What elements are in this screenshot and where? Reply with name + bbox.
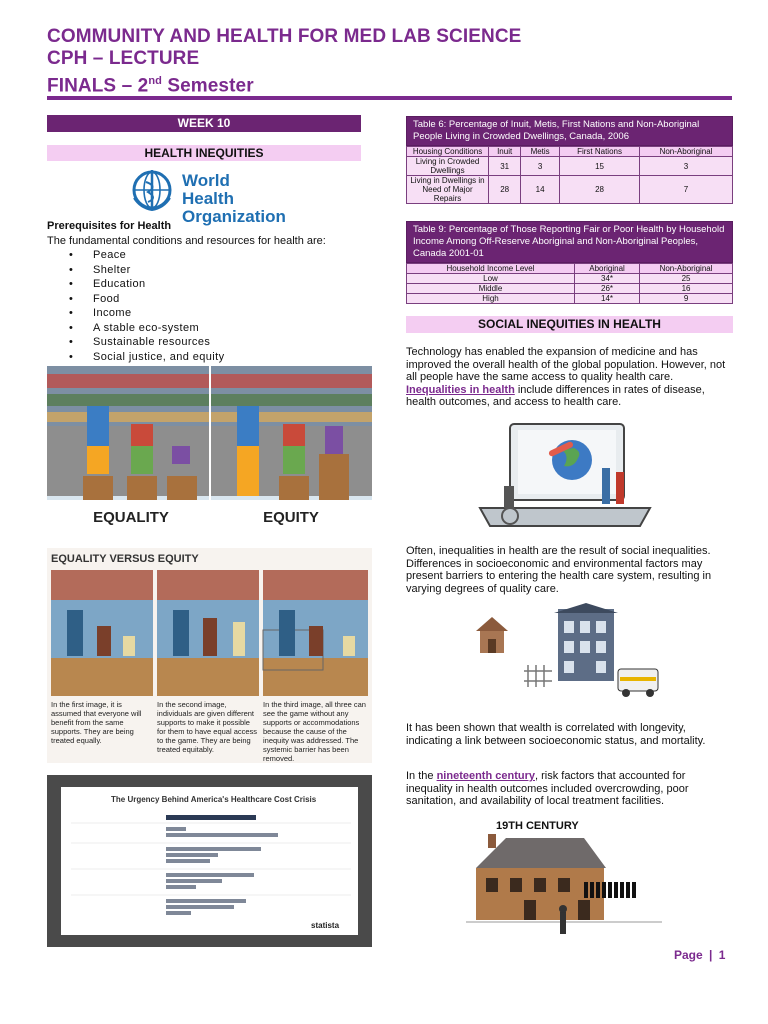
equality-label: EQUALITY bbox=[93, 509, 169, 526]
chart-title: The Urgency Behind America's Healthcare Cost Crisis bbox=[111, 795, 317, 804]
list-item: • Education bbox=[69, 277, 361, 292]
eve-caption-2: In the second image, individuals are given different supports to make it possible for them to have equal access to the game. They are being treated equitably. bbox=[157, 700, 258, 754]
page-number: 1 bbox=[718, 948, 726, 962]
neighborhood-illustration bbox=[468, 603, 660, 703]
table-header: Non-Aboriginal bbox=[640, 264, 733, 274]
who-emblem-icon bbox=[130, 168, 178, 213]
paragraph-nineteenth-century: In the nineteenth century, risk factors that accounted for inequality in health outcomes included overcrowding, poor sanitation, and availability of local treatment facilities. bbox=[406, 770, 689, 807]
header-divider bbox=[47, 96, 732, 100]
page-footer bbox=[674, 948, 725, 962]
equality-versus-equity-illustration bbox=[47, 548, 372, 763]
table-9 bbox=[406, 221, 733, 304]
table-header: Non-Aboriginal bbox=[640, 147, 733, 157]
healthcare-cost-chart-image bbox=[47, 775, 372, 947]
equity-label: EQUITY bbox=[263, 509, 319, 526]
section-heading-social-inequities: SOCIAL INEQUITIES IN HEALTH bbox=[406, 316, 733, 333]
table-row: Low 34* 25 bbox=[407, 274, 733, 284]
nineteenth-century-illustration bbox=[466, 816, 662, 944]
who-wordmark: World Health Organization bbox=[182, 171, 286, 226]
table-9-grid bbox=[406, 263, 733, 304]
table-header: First Nations bbox=[559, 147, 639, 157]
table-header: Household Income Level bbox=[407, 264, 575, 274]
paragraph-wealth: It has been shown that wealth is correlated with longevity, indicating a link between socioeconomic status, and mortality. bbox=[406, 722, 706, 747]
semester-title: FINALS – 2nd Semester bbox=[47, 75, 254, 97]
table-row: Living in Crowded Dwellings 31 3 15 3 bbox=[407, 157, 733, 176]
prerequisites-list bbox=[69, 248, 361, 364]
table-header: Metis bbox=[521, 147, 560, 157]
century-label: 19TH CENTURY bbox=[496, 820, 579, 832]
week-banner: WEEK 10 bbox=[47, 115, 361, 132]
who-logo bbox=[130, 168, 286, 226]
table-row: Middle 26* 16 bbox=[407, 284, 733, 294]
prerequisites-intro: The fundamental conditions and resources for health are: bbox=[47, 234, 326, 247]
inequalities-link[interactable]: Inequalities in health bbox=[406, 383, 515, 396]
table-header: Housing Conditions bbox=[407, 147, 489, 157]
prerequisites-title: Prerequisites for Health bbox=[47, 220, 172, 232]
eve-caption-3: In the third image, all three can see the game without any supports or accommodations because the cause of the inequity was addressed. The systemic barrier has been removed. bbox=[263, 700, 366, 763]
laptop-healthcare-illustration bbox=[470, 420, 660, 532]
paragraph-inequalities: Often, inequalities in health are the result of social inequalities. Differences in socioeconomic and environmental factors may present barriers to entering the health care system, resulting in varying degrees of quality care. bbox=[406, 545, 712, 595]
table-6 bbox=[406, 116, 733, 204]
list-item: • Food bbox=[69, 292, 361, 307]
lecture-title: CPH – LECTURE bbox=[47, 48, 200, 69]
equality-equity-illustration bbox=[47, 366, 372, 536]
list-item: • A stable eco-system bbox=[69, 321, 361, 336]
eve-title: EQUALITY VERSUS EQUITY bbox=[51, 553, 199, 565]
document-header bbox=[47, 26, 737, 97]
section-heading-health-inequities: HEALTH INEQUITIES bbox=[47, 145, 361, 161]
table-row: High 14* 9 bbox=[407, 294, 733, 304]
nineteenth-century-link[interactable]: nineteenth century bbox=[436, 770, 535, 782]
list-item: • Sustainable resources bbox=[69, 335, 361, 350]
page-label: Page bbox=[674, 948, 703, 962]
list-item: • Shelter bbox=[69, 263, 361, 278]
course-title: COMMUNITY AND HEALTH FOR MED LAB SCIENCE bbox=[47, 26, 522, 47]
list-item: • Social justice, and equity bbox=[69, 350, 361, 365]
paragraph-technology: Technology has enabled the expansion of medicine and has improved the overall health of the global population. However, not all people have the same access to quality health care. Inequalities in health include differences in rates of disease, health outcomes, and access to health care. bbox=[406, 346, 726, 408]
statista-brand: statista bbox=[311, 921, 340, 930]
table-9-caption: Table 9: Percentage of Those Reporting Fair or Poor Health by Household Income Among Off-Reserve Aboriginal and Non-Aboriginal Peoples, Canada 2001-01 bbox=[406, 221, 733, 263]
table-header: Aboriginal bbox=[575, 264, 640, 274]
table-6-caption: Table 6: Percentage of Inuit, Metis, First Nations and Non-Aboriginal People Living in Crowded Dwellings, Canada, 2006 bbox=[406, 116, 733, 146]
table-header: Inuit bbox=[489, 147, 521, 157]
list-item: • Peace bbox=[69, 248, 361, 263]
page-separator: | bbox=[709, 948, 713, 962]
table-6-grid bbox=[406, 146, 733, 204]
table-row: Living in Dwellings in Need of Major Repairs 28 14 28 7 bbox=[407, 176, 733, 204]
eve-caption-1: In the first image, it is assumed that everyone will benefit from the same supports. They are being treated equally. bbox=[51, 700, 142, 745]
list-item: • Income bbox=[69, 306, 361, 321]
prerequisites-block bbox=[47, 219, 361, 364]
